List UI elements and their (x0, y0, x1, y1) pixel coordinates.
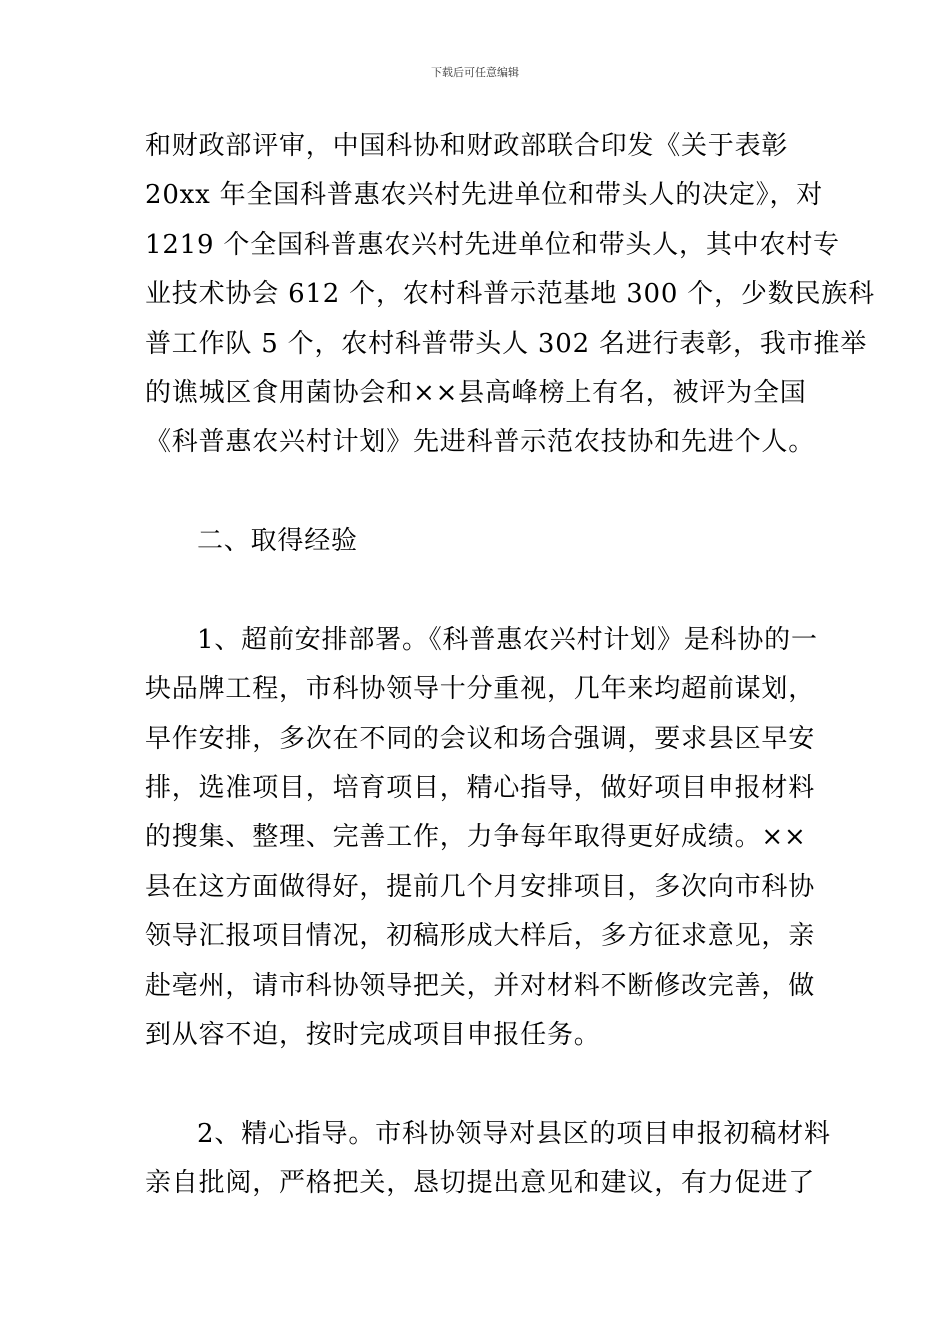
text-line: 《科普惠农兴村计划》先进科普示范农技协和先进个人。 (145, 427, 816, 458)
paragraph-gap (145, 1060, 825, 1109)
text-line: 普工作队 5 个，农村科普带头人 302 名进行表彰，我市推举 (145, 328, 868, 359)
paragraph-gap (145, 468, 825, 517)
paragraph-gap (145, 567, 825, 616)
text-line: 亲自批阅，严格把关，恳切提出意见和建议，有力促进了 (145, 1168, 816, 1199)
text-line: 县在这方面做得好，提前几个月安排项目，多次向市科协 (145, 871, 816, 902)
section-heading: 二、取得经验 (197, 526, 358, 557)
text-line: 到从容不迫，按时完成项目申报任务。 (145, 1020, 601, 1051)
text-line: 早作安排，多次在不同的会议和场合强调，要求县区早安 (145, 723, 816, 754)
text-line: 赴亳州，请市科协领导把关，并对材料不断修改完善，做 (145, 970, 816, 1001)
text-line: 领导汇报项目情况，初稿形成大样后，多方征求意见，亲 (145, 921, 816, 952)
text-line: 的谯城区食用菌协会和××县高峰榜上有名，被评为全国 (145, 377, 807, 408)
text-line: 2、精心指导。市科协领导对县区的项目申报初稿材料 (197, 1118, 831, 1149)
text-line: 的搜集、整理、完善工作，力争每年取得更好成绩。×× (145, 822, 807, 853)
page-header: 下载后可任意编辑 (431, 66, 519, 79)
paragraph-experience-2 (145, 1110, 831, 1209)
text-line: 1219 个全国科普惠农兴村先进单位和带头人，其中农村专 (145, 229, 840, 260)
document-body (145, 122, 875, 1209)
text-line: 20xx 年全国科普惠农兴村先进单位和带头人的决定》，对 (145, 180, 824, 211)
text-line: 块品牌工程，市科协领导十分重视，几年来均超前谋划， (145, 674, 816, 705)
text-line: 排，选准项目，培育项目，精心指导，做好项目申报材料 (145, 773, 816, 804)
paragraph-experience-1 (145, 616, 825, 1061)
text-line: 1、超前安排部署。《科普惠农兴村计划》是科协的一 (197, 624, 818, 655)
text-line: 和财政部评审，中国科协和财政部联合印发《关于表彰 (145, 131, 789, 161)
text-line: 业技术协会 612 个，农村科普示范基地 300 个，少数民族科 (145, 279, 875, 310)
paragraph-results (145, 122, 875, 468)
